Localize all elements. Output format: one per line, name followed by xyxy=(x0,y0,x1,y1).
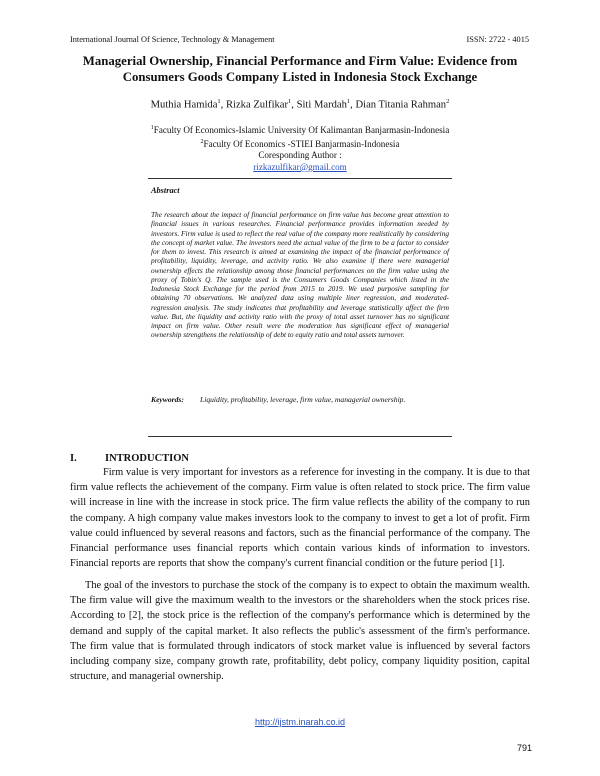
journal-name: International Journal Of Science, Technology & Management xyxy=(70,35,275,44)
author-sup: 1 xyxy=(346,98,351,105)
abstract-top-rule xyxy=(148,178,452,179)
author-name: Dian Titania Rahman xyxy=(355,99,447,111)
affiliation-1: $^1$Faculty Of Economics-Islamic University Of Kalimantan Banjarmasin-Indonesia xyxy=(150,125,450,136)
author-name: Rizka Zulfikar xyxy=(225,99,289,111)
abstract-text: The research about the impact of financial performance on firm value has become great attention to financial issues in various researches. Financial performance provides information needed by investors. Firm value is used to reflect the real value of the company more realistically by considering the concept of market value. The investors need the actual value of the firm to be a factor to consider for them to invest. This research is aimed at examining the impact of the financial performance of profitability, liquidity, leverage, and activity ratio. We also examine if there were managerial ownership effects the relationship among those financial performances on the firm value using the proxy of Tobin's Q. The sample used is the Consumers Goods Companies which listed in the Indonesia Stock Exchange for the period from 2015 to 2019. We used purposive sampling for obtaining 70 observations. We analyzed data using multiple liner regression, and moderated- regression analysis. The study indicates that profitability and leverage statistically affect the firm value. But, the liquidity and activity ratio with the proxy of total asset turnover has no significant impact on firm value. Other result were the moderation has significant effect of managerial ownership strengthens the relationship of debt to equity ratio and total assets turnover. xyxy=(151,210,449,340)
abstract-bottom-rule xyxy=(148,436,452,437)
author-name: Muthia Hamida xyxy=(150,99,218,111)
section-title: INTRODUCTION xyxy=(105,453,190,464)
paper-title: Managerial Ownership, Financial Performance and Firm Value: Evidence from Consumers Goods Company Listed in Indonesia Stock Exchange xyxy=(82,54,518,84)
author-name: Siti Mardah xyxy=(296,99,347,111)
author-sup: 1 xyxy=(288,98,292,105)
keywords-label: Keywords: xyxy=(151,395,184,404)
issn: ISSN: 2722 - 4015 xyxy=(466,35,529,44)
corresponding-author-label: Coresponding Author : xyxy=(258,150,342,161)
author-sup: 2 xyxy=(446,98,450,105)
affiliation-2: $^2$Faculty Of Economics -STIEI Banjarmasin-Indonesia xyxy=(200,138,400,149)
journal-url-link[interactable]: http://ijstm.inarah.co.id xyxy=(254,717,346,727)
author-sup: 1 xyxy=(217,98,221,105)
corresponding-email-link[interactable]: rizkazulfikar@gmail.com xyxy=(253,161,347,172)
intro-paragraph-2: The goal of the investors to purchase the stock of the company is to expect to obtain the maximum wealth. The firm value will give the maximum wealth to the investors or the shareholders when the stock prices rise. According to [2], the stock price is the reflection of the company's performance which is determined by the demand and supply of the capital market. It also reflects the public's assessment of the firm's performance. The firm value that is formulated through indicators of stock market value is influenced by several factors including company size, company growth rate, profitability, debt policy, company liquidity position, capital structure, and managerial ownership. xyxy=(70,580,530,683)
page-number: 791 xyxy=(516,743,532,753)
keywords-text: Liquidity, profitability, leverage, firm value, managerial ownership. xyxy=(200,395,406,404)
affiliations xyxy=(60,123,540,173)
abstract-heading: Abstract xyxy=(151,186,180,195)
author-list: Muthia Hamida$^1$, Rizka Zulfikar$^1$, Siti Mardah$^1$, Dian Titania Rahman$^2$ xyxy=(150,98,450,111)
section-number: I. xyxy=(70,453,77,464)
intro-paragraph-1: Firm value is very important for investors as a reference for investing in the company. It is due to that firm value reflects the achievement of the company. Firm value is often related to stock price. The firm value will increase in line with the increase in stock price. The firm value reflects the ability of the company to run the company. A high company value makes investors look to the company to invest to get a lot of profit. Firm value could influenced by several reasons and factors, such as the financial performance of the company. The Financial performance uses financial reports which contain various kinds of information to investors. Financial reports are reports that show the company's current financial condition or the future period [1]. xyxy=(70,467,530,570)
